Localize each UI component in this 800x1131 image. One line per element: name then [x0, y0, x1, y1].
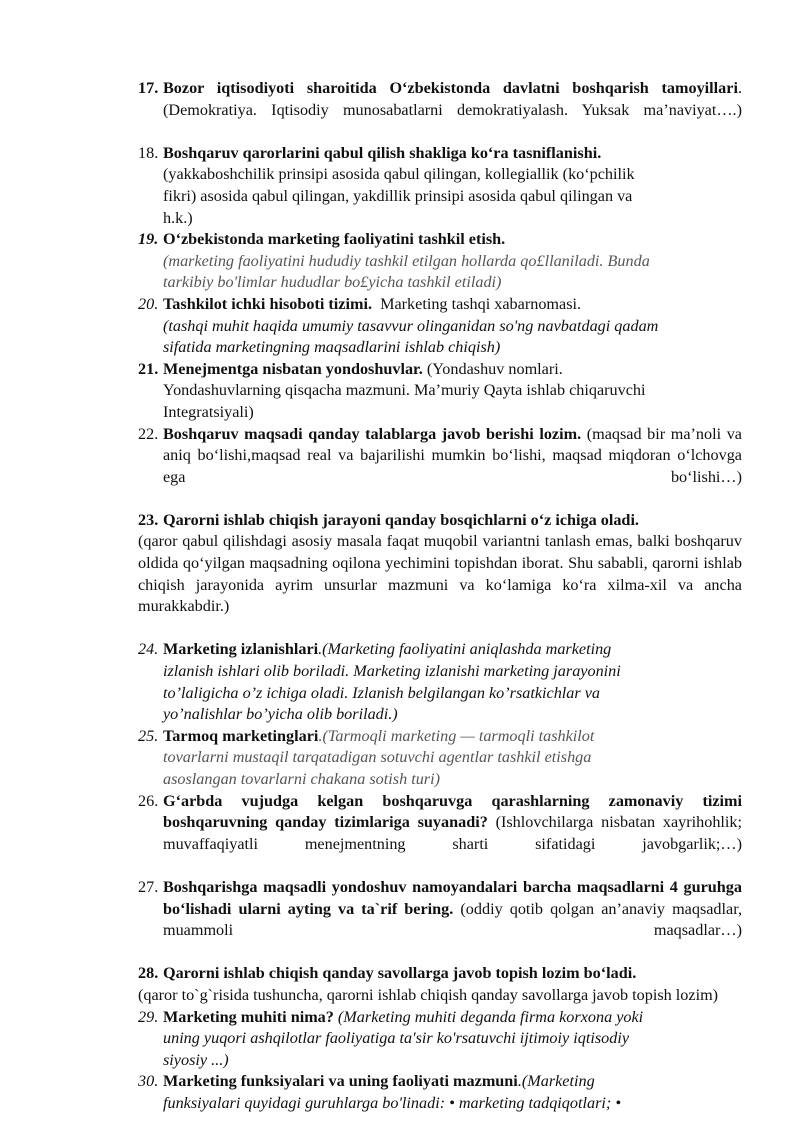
item-number: 26.	[138, 791, 159, 810]
item-number: 24.	[138, 640, 159, 659]
item-title: Boshqaruv maqsadi qanday talablarga javob berishi lozim.	[163, 424, 582, 443]
item-number: 28.	[138, 964, 159, 983]
item-answer: (Ishlovchilarga nisbatan xayrihohlik; muvaffaqiyatli menejmentning sharti sifatidagi javobgarlik;…)	[163, 813, 742, 853]
list-item-24	[138, 639, 742, 725]
item-number: 25.	[138, 726, 159, 745]
list-item-21	[138, 359, 742, 424]
item-answer-line: tovarlarni mustaqil tarqatadigan sotuvchi agentlar tashkil etishga	[163, 748, 592, 767]
item-answer-line: to’laligicha o’z ichiga oladi. Izlanish belgilangan ko’rsatkichlar va	[163, 683, 601, 702]
item-answer-line: (tashqi muhit haqida umumiy tasavvur olinganidan so'ng navbatdagi qadam	[163, 316, 659, 335]
item-title: Marketing izlanishlari	[163, 640, 319, 659]
item-answer: (oddiy qotib qolgan an’anaviy maqsadlar, muammoli maqsadlar…)	[163, 899, 742, 940]
item-answer: (Marketing muhiti deganda firma korxona yoki	[333, 1007, 644, 1026]
item-answer: .(Marketing	[517, 1072, 595, 1091]
document-page	[138, 78, 742, 1115]
item-title: Tarmoq marketinglari	[163, 726, 319, 745]
item-title: Boshqaruv qarorlarini qabul qilish shakliga ko‘ra tasniflanishi.	[163, 143, 602, 162]
item-answer-line: yo’nalishlar bo’yicha olib boriladi.)	[163, 705, 398, 724]
item-number: 23.	[138, 510, 159, 529]
item-title: Bozor iqtisodiyoti sharoitida O‘zbekistonda davlatni boshqarish tamoyillari	[163, 79, 738, 97]
item-title: Tashkilot ichki hisoboti tizimi.	[163, 294, 372, 313]
item-number: 20.	[138, 294, 159, 313]
list-item-23	[138, 510, 742, 532]
item-answer-line: izlanish ishlari olib boriladi. Marketing izlanishi marketing jarayonini	[163, 662, 621, 681]
list-item-29	[138, 1007, 742, 1072]
item-title: Menejmentga nisbatan yondoshuvlar.	[163, 359, 423, 378]
item-answer-line: asoslangan tovarlarni chakana sotish turi)	[163, 770, 440, 788]
list-item-17	[138, 78, 742, 143]
item-title: G‘arbda vujudga kelgan boshqaruvga qarashlarning zamonaviy tizimi boshqaruvning qanday tizimlariga suyanadi?	[163, 791, 742, 832]
item-answer-line: funksiyalari quyidagi guruhlarga bo'linadi: • marketing tadqiqotlari; •	[163, 1093, 621, 1112]
item-number: 19.	[138, 230, 159, 249]
item-number: 22.	[138, 424, 159, 443]
list-item-25	[138, 726, 742, 791]
item-answer-line: fikri) asosida qabul qilingan, yakdillik prinsipi asosida qabul qilingan va	[163, 186, 633, 205]
item-title: O‘zbekistonda marketing faoliyatini tashkil etish.	[163, 230, 506, 249]
item-23-answer: (qaror qabul qilishdagi asosiy masala faqat muqobil variantni tanlash emas, balki boshqaruv oldida qo‘yilgan maqsadning oqilona yechimini topishdan iborat. Shu sababli, qarorni ishlab chiqish jarayonida ayrim unsurlar mazmuni va ko‘lamiga ko‘ra xilma-xil va ancha murakkabdir.)	[138, 532, 742, 616]
item-answer-line: siyosiy ...)	[163, 1050, 229, 1069]
item-answer-line: sifatida marketingning maqsadlarini ishlab chiqish)	[163, 338, 501, 357]
item-number: 18.	[138, 143, 159, 162]
item-answer-line: h.k.)	[163, 208, 193, 227]
list-item-26	[138, 791, 742, 877]
item-answer-line: Integratsiyali)	[163, 402, 254, 421]
item-number: 30.	[138, 1072, 159, 1091]
item-answer-line: (marketing faoliyatini hududiy tashkil etilgan hollarda qo£llaniladi. Bunda	[163, 251, 650, 270]
list-item-22	[138, 424, 742, 510]
item-title: Boshqarishga maqsadli yondoshuv namoyandalari barcha maqsadlarni 4 guruhga bo‘lishadi ularni ayting va ta`rif bering.	[163, 877, 742, 918]
item-answer-line: (yakkaboshchilik prinsipi asosida qabul qilingan, kollegiallik (ko‘pchilik	[163, 165, 635, 184]
item-answer: .(Marketing faoliyatini aniqlashda marketing	[318, 640, 612, 659]
list-item-19	[138, 229, 742, 294]
item-answer: .(Tarmoqli marketing — tarmoqli tashkilot	[318, 726, 595, 745]
list-item-18	[138, 143, 742, 229]
list-item-27	[138, 877, 742, 963]
item-number: 29.	[138, 1007, 159, 1026]
item-answer: (Yondashuv nomlari.	[422, 359, 563, 378]
item-number: 17.	[138, 79, 159, 97]
item-28-answer: (qaror to`g`risida tushuncha, qarorni ishlab chiqish qanday savollarga javob topish lozim)	[138, 985, 719, 1004]
item-number: 27.	[138, 877, 159, 896]
item-title: Marketing muhiti nima?	[163, 1007, 334, 1026]
list-item-20	[138, 294, 742, 359]
item-answer: (maqsad bir ma’noli va aniq bo‘lishi,maqsad real va bajarilishi mumkin bo‘lishi, maqsad miqdoran o‘lchovga ega bo‘lishi…)	[163, 424, 742, 486]
item-title: Marketing funksiyalari va uning faoliyati mazmuni	[163, 1072, 518, 1091]
item-title: Qarorni ishlab chiqish jarayoni qanday bosqichlarni o‘z ichiga oladi.	[163, 510, 639, 529]
list-item-28	[138, 963, 742, 985]
item-answer: . (Demokratiya. Iqtisodiy munosabatlarni demokratiyalash. Yuksak ma’naviyat….)	[163, 79, 742, 119]
list-item-30	[138, 1071, 742, 1114]
item-answer-line: Yondashuvlarning qisqacha mazmuni. Ma’muriy Qayta ishlab chiqaruvchi	[163, 381, 646, 400]
item-title: Qarorni ishlab chiqish qanday savollarga javob topish lozim bo‘ladi.	[163, 964, 637, 983]
item-subtitle: Marketing tashqi xabarnomasi.	[372, 294, 582, 313]
item-answer-line: tarkibiy bo'limlar hududlar bo£yicha tashkil etiladi)	[163, 273, 502, 292]
item-number: 21.	[138, 359, 159, 378]
item-answer-line: uning yuqori ashqilotlar faoliyatiga ta'sir ko'rsatuvchi ijtimoiy iqtisodiy	[163, 1029, 630, 1048]
